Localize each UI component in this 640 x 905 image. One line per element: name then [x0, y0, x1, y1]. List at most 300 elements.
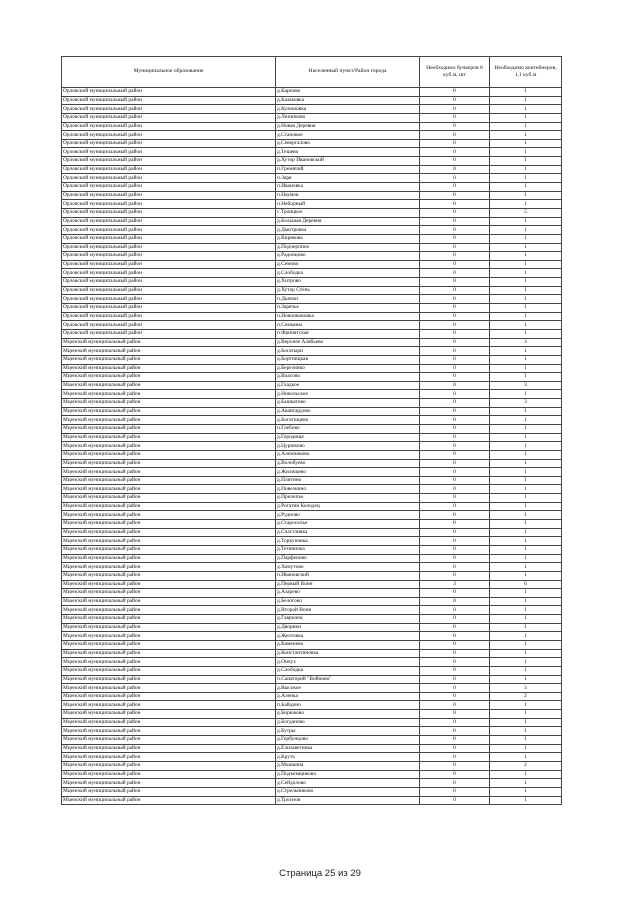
cell-municipality: Мценский муниципальный район	[62, 649, 276, 658]
cell-settlement: д.Слободка	[276, 666, 420, 675]
table-row	[62, 554, 562, 563]
cell-settlement: д.Хитрово	[276, 278, 420, 287]
cell-bunkers: 0	[420, 416, 490, 425]
cell-containers: 1	[490, 390, 562, 399]
table-row	[62, 744, 562, 753]
cell-containers: 1	[490, 260, 562, 269]
cell-bunkers: 0	[420, 796, 490, 805]
cell-settlement: д.Повезнино	[276, 485, 420, 494]
cell-municipality: Мценский муниципальный район	[62, 416, 276, 425]
table-row	[62, 131, 562, 140]
cell-bunkers: 0	[420, 157, 490, 166]
cell-municipality: Орловский муниципальный район	[62, 226, 276, 235]
table-row	[62, 234, 562, 243]
cell-containers: 1	[490, 217, 562, 226]
cell-municipality: Мценский муниципальный район	[62, 684, 276, 693]
cell-municipality: Орловский муниципальный район	[62, 200, 276, 209]
cell-bunkers: 0	[420, 286, 490, 295]
table-row	[62, 658, 562, 667]
cell-municipality: Мценский муниципальный район	[62, 796, 276, 805]
cell-municipality: Орловский муниципальный район	[62, 174, 276, 183]
cell-settlement: д.Ончух	[276, 658, 420, 667]
cell-containers: 3	[490, 381, 562, 390]
cell-containers: 1	[490, 770, 562, 779]
cell-settlement: д.Хутор Ивановский	[276, 157, 420, 166]
table-row	[62, 675, 562, 684]
cell-municipality: Орловский муниципальный район	[62, 329, 276, 338]
cell-settlement: д.Авангардово	[276, 407, 420, 416]
table-row	[62, 753, 562, 762]
cell-bunkers: 0	[420, 191, 490, 200]
table-row	[62, 571, 562, 580]
cell-containers: 1	[490, 191, 562, 200]
cell-municipality: Мценский муниципальный район	[62, 744, 276, 753]
cell-municipality: Орловский муниципальный район	[62, 88, 276, 97]
table-row	[62, 122, 562, 131]
cell-municipality: Орловский муниципальный район	[62, 122, 276, 131]
cell-municipality: Мценский муниципальный район	[62, 433, 276, 442]
cell-municipality: Мценский муниципальный район	[62, 589, 276, 598]
cell-municipality: Мценский муниципальный район	[62, 494, 276, 503]
cell-containers: 1	[490, 623, 562, 632]
cell-bunkers: 0	[420, 658, 490, 667]
cell-municipality: Мценский муниципальный район	[62, 718, 276, 727]
table-row	[62, 537, 562, 546]
cell-settlement: д.Тетяничка	[276, 545, 420, 554]
cell-municipality: Мценский муниципальный район	[62, 373, 276, 382]
table-row	[62, 96, 562, 105]
cell-settlement: д.Рогатин Колодец	[276, 502, 420, 511]
cell-bunkers: 0	[420, 606, 490, 615]
cell-settlement: д.Круть	[276, 753, 420, 762]
table-row	[62, 321, 562, 330]
cell-settlement: д.Башкатово	[276, 399, 420, 408]
cell-settlement: д.Никольское	[276, 390, 420, 399]
table-row	[62, 718, 562, 727]
table-row	[62, 174, 562, 183]
cell-municipality: Орловский муниципальный район	[62, 217, 276, 226]
cell-settlement: п.Новоивановка	[276, 312, 420, 321]
cell-containers: 1	[490, 459, 562, 468]
cell-containers: 1	[490, 278, 562, 287]
cell-containers: 1	[490, 88, 562, 97]
cell-containers: 1	[490, 304, 562, 313]
cell-settlement: д.Рудново	[276, 511, 420, 520]
cell-bunkers: 0	[420, 217, 490, 226]
cell-containers: 1	[490, 641, 562, 650]
cell-municipality: Орловский муниципальный район	[62, 165, 276, 174]
cell-bunkers: 0	[420, 468, 490, 477]
cell-settlement: д.Волобуево	[276, 459, 420, 468]
table-row	[62, 476, 562, 485]
cell-municipality: Мценский муниципальный район	[62, 355, 276, 364]
cell-bunkers: 0	[420, 234, 490, 243]
cell-bunkers: 0	[420, 615, 490, 624]
cell-municipality: Мценский муниципальный район	[62, 563, 276, 572]
table-row	[62, 424, 562, 433]
cell-containers: 3	[490, 399, 562, 408]
header-bunkers: Необходимо бункеров 8 куб.м, шт	[420, 57, 490, 88]
cell-bunkers: 0	[420, 329, 490, 338]
cell-containers: 1	[490, 122, 562, 131]
cell-containers: 1	[490, 373, 562, 382]
cell-bunkers: 0	[420, 442, 490, 451]
cell-bunkers: 0	[420, 528, 490, 537]
table-row	[62, 243, 562, 252]
cell-containers: 1	[490, 450, 562, 459]
cell-containers: 1	[490, 226, 562, 235]
cell-settlement: д.Кулешовка	[276, 105, 420, 114]
cell-bunkers: 0	[420, 718, 490, 727]
cell-bunkers: 0	[420, 502, 490, 511]
table-row	[62, 88, 562, 97]
cell-bunkers: 0	[420, 450, 490, 459]
cell-bunkers: 0	[420, 520, 490, 529]
cell-containers: 1	[490, 468, 562, 477]
cell-settlement: д.Карпово	[276, 88, 420, 97]
cell-containers: 1	[490, 96, 562, 105]
page-footer: Страница 25 из 29	[279, 868, 361, 879]
cell-municipality: Орловский муниципальный район	[62, 131, 276, 140]
cell-settlement: п.Неборный	[276, 200, 420, 209]
cell-settlement: д.Подъемщиково	[276, 770, 420, 779]
cell-bunkers: 0	[420, 399, 490, 408]
cell-bunkers: 0	[420, 597, 490, 606]
cell-containers: 2	[490, 761, 562, 770]
cell-bunkers: 0	[420, 278, 490, 287]
cell-containers: 1	[490, 416, 562, 425]
cell-settlement: п.Фринятская	[276, 329, 420, 338]
cell-settlement: д.Азарево	[276, 589, 420, 598]
cell-municipality: Мценский муниципальный район	[62, 528, 276, 537]
cell-municipality: Орловский муниципальный район	[62, 139, 276, 148]
cell-municipality: Орловский муниципальный район	[62, 312, 276, 321]
cell-bunkers: 0	[420, 623, 490, 632]
cell-containers: 1	[490, 710, 562, 719]
cell-bunkers: 0	[420, 373, 490, 382]
cell-settlement: п.Семьяны	[276, 321, 420, 330]
cell-containers: 1	[490, 355, 562, 364]
table-row	[62, 459, 562, 468]
cell-municipality: Мценский муниципальный район	[62, 753, 276, 762]
table-row	[62, 511, 562, 520]
cell-municipality: Мценский муниципальный район	[62, 485, 276, 494]
cell-settlement: д.Гладкое	[276, 381, 420, 390]
cell-containers: 1	[490, 476, 562, 485]
cell-containers: 1	[490, 736, 562, 745]
cell-settlement: д.Лезниково	[276, 113, 420, 122]
table-row	[62, 649, 562, 658]
table-row	[62, 347, 562, 356]
cell-municipality: Мценский муниципальный район	[62, 554, 276, 563]
cell-bunkers: 0	[420, 433, 490, 442]
cell-bunkers: 0	[420, 364, 490, 373]
cell-settlement: д.Горбунцово	[276, 736, 420, 745]
cell-municipality: Мценский муниципальный район	[62, 459, 276, 468]
table-row	[62, 157, 562, 166]
cell-containers: 1	[490, 597, 562, 606]
cell-bunkers: 0	[420, 710, 490, 719]
cell-settlement: п.Байдино	[276, 701, 420, 710]
data-table	[61, 56, 562, 805]
table-row	[62, 252, 562, 261]
cell-municipality: Мценский муниципальный район	[62, 502, 276, 511]
cell-bunkers: 0	[420, 122, 490, 131]
cell-bunkers: 0	[420, 554, 490, 563]
cell-bunkers: 0	[420, 252, 490, 261]
cell-municipality: Мценский муниципальный район	[62, 424, 276, 433]
cell-settlement: д.Бортницкая	[276, 355, 420, 364]
cell-bunkers: 0	[420, 649, 490, 658]
cell-bunkers: 0	[420, 727, 490, 736]
cell-bunkers: 0	[420, 304, 490, 313]
cell-municipality: Мценский муниципальный район	[62, 710, 276, 719]
cell-containers: 1	[490, 632, 562, 641]
cell-containers: 1	[490, 200, 562, 209]
cell-containers: 5	[490, 208, 562, 217]
cell-settlement: д.Севергалово	[276, 139, 420, 148]
table-row	[62, 666, 562, 675]
cell-municipality: Мценский муниципальный район	[62, 442, 276, 451]
table-row	[62, 390, 562, 399]
cell-containers: 1	[490, 675, 562, 684]
cell-containers: 1	[490, 139, 562, 148]
cell-settlement: д.Богатищево	[276, 416, 420, 425]
cell-containers: 1	[490, 520, 562, 529]
cell-municipality: Мценский муниципальный район	[62, 511, 276, 520]
cell-municipality: Мценский муниципальный район	[62, 727, 276, 736]
cell-settlement: п.Заря	[276, 174, 420, 183]
cell-settlement: п.Гремячий	[276, 165, 420, 174]
table-row	[62, 779, 562, 788]
cell-municipality: Мценский муниципальный район	[62, 390, 276, 399]
cell-containers: 1	[490, 252, 562, 261]
cell-containers: 1	[490, 174, 562, 183]
cell-bunkers: 0	[420, 641, 490, 650]
cell-containers: 1	[490, 269, 562, 278]
cell-bunkers: 0	[420, 139, 490, 148]
table-row	[62, 796, 562, 805]
table-row	[62, 442, 562, 451]
header-municipality: Муниципальное образование	[62, 57, 276, 88]
cell-bunkers: 0	[420, 312, 490, 321]
cell-settlement: д.Тешево	[276, 148, 420, 157]
table-row	[62, 632, 562, 641]
cell-settlement: д.Второй Воин	[276, 606, 420, 615]
table-row	[62, 260, 562, 269]
cell-municipality: Мценский муниципальный район	[62, 770, 276, 779]
cell-settlement: п.Заречье	[276, 304, 420, 313]
cell-municipality: Орловский муниципальный район	[62, 157, 276, 166]
cell-municipality: Мценский муниципальный район	[62, 407, 276, 416]
cell-bunkers: 0	[420, 269, 490, 278]
cell-settlement: д.Константиновка	[276, 649, 420, 658]
cell-municipality: Мценский муниципальный район	[62, 641, 276, 650]
cell-bunkers: 0	[420, 113, 490, 122]
cell-containers: 1	[490, 442, 562, 451]
cell-settlement: д.Подчерпное	[276, 243, 420, 252]
cell-settlement: д.Бирюково	[276, 710, 420, 719]
table-row	[62, 641, 562, 650]
table-row	[62, 113, 562, 122]
cell-municipality: Орловский муниципальный район	[62, 96, 276, 105]
cell-settlement: д.Бутры	[276, 727, 420, 736]
cell-containers: 1	[490, 589, 562, 598]
cell-bunkers: 0	[420, 632, 490, 641]
cell-bunkers: 0	[420, 511, 490, 520]
cell-containers: 1	[490, 502, 562, 511]
cell-settlement: д.Городище	[276, 433, 420, 442]
cell-containers: 1	[490, 787, 562, 796]
cell-containers: 1	[490, 727, 562, 736]
table-body	[62, 88, 562, 805]
cell-bunkers: 0	[420, 105, 490, 114]
cell-bunkers: 0	[420, 666, 490, 675]
table-row	[62, 606, 562, 615]
table-row	[62, 355, 562, 364]
cell-municipality: Мценский муниципальный район	[62, 364, 276, 373]
cell-bunkers: 0	[420, 753, 490, 762]
table-row	[62, 416, 562, 425]
cell-bunkers: 0	[420, 338, 490, 347]
cell-settlement: д.Аленка	[276, 692, 420, 701]
table-row	[62, 208, 562, 217]
cell-bunkers: 0	[420, 787, 490, 796]
cell-containers: 3	[490, 684, 562, 693]
cell-bunkers: 0	[420, 390, 490, 399]
cell-municipality: Орловский муниципальный район	[62, 286, 276, 295]
cell-bunkers: 0	[420, 165, 490, 174]
table-row	[62, 139, 562, 148]
cell-municipality: Орловский муниципальный район	[62, 269, 276, 278]
cell-bunkers: 0	[420, 200, 490, 209]
cell-bunkers: 0	[420, 545, 490, 554]
cell-municipality: Орловский муниципальный район	[62, 105, 276, 114]
cell-bunkers: 0	[420, 744, 490, 753]
cell-bunkers: 0	[420, 226, 490, 235]
table-row	[62, 217, 562, 226]
table-row	[62, 200, 562, 209]
table-row	[62, 364, 562, 373]
table-row	[62, 373, 562, 382]
cell-bunkers: 0	[420, 183, 490, 192]
table-row	[62, 528, 562, 537]
cell-municipality: Мценский муниципальный район	[62, 571, 276, 580]
cell-bunkers: 0	[420, 148, 490, 157]
cell-municipality: Орловский муниципальный район	[62, 304, 276, 313]
cell-municipality: Мценский муниципальный район	[62, 787, 276, 796]
cell-municipality: Мценский муниципальный район	[62, 606, 276, 615]
cell-municipality: Орловский муниципальный район	[62, 260, 276, 269]
cell-settlement: д.Елизаветинка	[276, 744, 420, 753]
cell-bunkers: 0	[420, 355, 490, 364]
cell-settlement: п.Наумов	[276, 191, 420, 200]
cell-municipality: Мценский муниципальный район	[62, 580, 276, 589]
cell-settlement: д.Торкуновка	[276, 537, 420, 546]
cell-settlement: д.Гаврилец	[276, 615, 420, 624]
cell-bunkers: 0	[420, 770, 490, 779]
cell-bunkers: 0	[420, 779, 490, 788]
cell-bunkers: 0	[420, 485, 490, 494]
cell-municipality: Орловский муниципальный район	[62, 148, 276, 157]
cell-bunkers: 0	[420, 701, 490, 710]
cell-settlement: п.Ивановский	[276, 571, 420, 580]
table-row	[62, 269, 562, 278]
cell-settlement: д.Кирякова	[276, 234, 420, 243]
cell-municipality: Орловский муниципальный район	[62, 183, 276, 192]
cell-settlement: д.Казаковка	[276, 96, 420, 105]
cell-municipality: Мценский муниципальный район	[62, 520, 276, 529]
cell-bunkers: 0	[420, 736, 490, 745]
header-row	[62, 57, 562, 88]
table-row	[62, 165, 562, 174]
table-row	[62, 105, 562, 114]
cell-settlement: д.Хутор Степь	[276, 286, 420, 295]
table-row	[62, 502, 562, 511]
cell-containers: 1	[490, 286, 562, 295]
cell-containers: 1	[490, 779, 562, 788]
cell-bunkers: 0	[420, 131, 490, 140]
table-row	[62, 787, 562, 796]
table-row	[62, 468, 562, 477]
cell-bunkers: 0	[420, 692, 490, 701]
table-row	[62, 563, 562, 572]
cell-municipality: Орловский муниципальный район	[62, 113, 276, 122]
cell-containers: 1	[490, 666, 562, 675]
cell-municipality: Мценский муниципальный район	[62, 450, 276, 459]
cell-municipality: Орловский муниципальный район	[62, 278, 276, 287]
cell-bunkers: 0	[420, 243, 490, 252]
cell-municipality: Орловский муниципальный район	[62, 252, 276, 261]
cell-municipality: Мценский муниципальный район	[62, 381, 276, 390]
table-row	[62, 381, 562, 390]
cell-settlement: д.Богатыри	[276, 347, 420, 356]
cell-bunkers: 0	[420, 96, 490, 105]
cell-containers: 1	[490, 295, 562, 304]
cell-bunkers: 0	[420, 381, 490, 390]
cell-bunkers: 0	[420, 295, 490, 304]
cell-municipality: Мценский муниципальный район	[62, 476, 276, 485]
cell-settlement: д.Дмитровка	[276, 226, 420, 235]
cell-bunkers: 0	[420, 208, 490, 217]
cell-municipality: Мценский муниципальный район	[62, 338, 276, 347]
table-row	[62, 485, 562, 494]
cell-bunkers: 0	[420, 260, 490, 269]
cell-settlement: д.Каменево	[276, 641, 420, 650]
cell-containers: 1	[490, 494, 562, 503]
cell-containers: 1	[490, 433, 562, 442]
cell-settlement: д.Новая Деревня	[276, 122, 420, 131]
cell-containers: 1	[490, 165, 562, 174]
cell-municipality: Мценский муниципальный район	[62, 692, 276, 701]
cell-settlement: д.Хомутово	[276, 563, 420, 572]
table-row	[62, 494, 562, 503]
cell-containers: 1	[490, 537, 562, 546]
table-row	[62, 329, 562, 338]
table-row	[62, 710, 562, 719]
table-row	[62, 183, 562, 192]
cell-bunkers: 0	[420, 684, 490, 693]
cell-containers: 1	[490, 234, 562, 243]
cell-containers: 1	[490, 485, 562, 494]
table-row	[62, 191, 562, 200]
cell-containers: 3	[490, 338, 562, 347]
cell-bunkers: 3	[420, 580, 490, 589]
cell-settlement: д.Мошкина	[276, 761, 420, 770]
cell-containers: 1	[490, 329, 562, 338]
cell-bunkers: 0	[420, 494, 490, 503]
cell-containers: 1	[490, 407, 562, 416]
